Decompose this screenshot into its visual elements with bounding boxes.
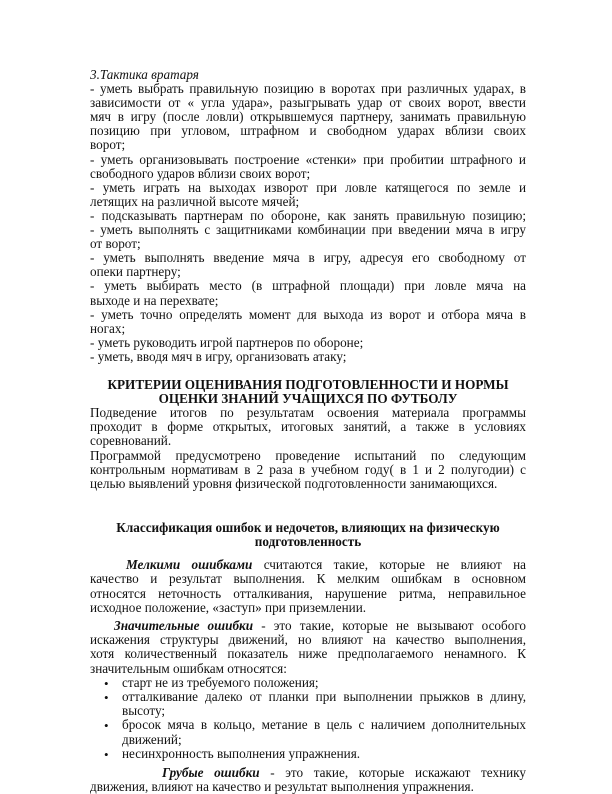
- tactics-line: летящих на различной высоте мячей;: [90, 194, 300, 209]
- significant-errors-line: искажения структуры движений, но влияют на качество выполнения,: [90, 633, 526, 648]
- errors-title-line2: подготовленность: [254, 534, 362, 550]
- list-item: [90, 690, 526, 718]
- gross-errors-line1: Грубые ошибки - это такие, которые искажают технику: [162, 766, 526, 781]
- criteria-title-line1: КРИТЕРИИ ОЦЕНИВАНИЯ ПОДГОТОВЛЕННОСТИ И НОРМЫ: [107, 376, 509, 392]
- tactics-line: свободного ударов вблизи своих ворот;: [90, 166, 311, 181]
- tactics-line: - уметь выполнять введение мяча в игру, адресуя его свободному от: [90, 251, 526, 266]
- minor-errors-line1: Мелкими ошибками считаются такие, которые не влияют на: [126, 558, 526, 573]
- gross-errors-term: Грубые ошибки: [162, 766, 260, 781]
- criteria-text: [90, 406, 526, 491]
- criteria-section: [90, 378, 526, 491]
- tactics-list: [90, 82, 526, 364]
- tactics-heading: 3.Тактика вратаря: [90, 68, 199, 82]
- tactics-line: выходе и на перехвате;: [90, 293, 219, 308]
- tactics-line: - уметь выбирать место (в штрафной площади) при ловле мяча на: [90, 279, 526, 294]
- list-item-text: • старт не из требуемого положения;: [122, 675, 319, 690]
- tactics-line: - уметь точно определять момент для выхода из ворот и отбора мяча в: [90, 307, 526, 322]
- errors-title-line1: Классификация ошибок и недочетов, влияющих на физическую: [116, 520, 500, 536]
- errors-section: [90, 521, 526, 794]
- minor-errors-term: Мелкими ошибками: [126, 558, 253, 573]
- criteria-title-line2: ОЦЕНКИ ЗНАНИЙ УЧАЩИХСЯ ПО ФУТБОЛУ: [158, 390, 458, 406]
- tactics-line: опеки партнеру;: [90, 265, 181, 280]
- list-item-text: • бросок мяча в кольцо, метание в цель с наличием дополнительных: [122, 718, 526, 733]
- significant-errors-term: Значительные ошибки: [114, 619, 254, 633]
- tactics-line: позицию при угловом, штрафном и свободном ударах вблизи своих: [90, 124, 526, 139]
- tactics-line: - уметь, вводя мяч в игру, организовать атаку;: [90, 349, 347, 364]
- minor-errors-paragraph: [90, 558, 526, 615]
- tactics-section: [90, 68, 526, 364]
- list-item-text: • отталкивание далеко от планки при выполнении прыжков в длину,: [122, 690, 526, 705]
- gross-errors-line2: движения, влияют на качество и результат выполнения упражнения.: [90, 780, 474, 794]
- document-page: [90, 68, 526, 794]
- tactics-line: ногах;: [90, 321, 126, 336]
- minor-errors-line: исходное положение, «заступ» при приземлении.: [90, 600, 367, 615]
- tactics-line: от ворот;: [90, 237, 141, 252]
- criteria-line: контрольным нормативам в 2 раза в учебном году( в 1 и 2 полугодии) с: [90, 462, 526, 477]
- tactics-line: - уметь руководить игрой партнеров по обороне;: [90, 335, 364, 350]
- significant-errors-line: значительным ошибкам относятся:: [90, 661, 287, 676]
- list-item-text: • несинхронность выполнения упражнения.: [122, 746, 361, 761]
- significant-errors-line: хотя количественный показатель ниже предполагаемого ненамного. К: [90, 647, 526, 662]
- criteria-line: проходит в форме открытых, итоговых занятий, а также в условиях: [90, 420, 526, 435]
- tactics-line: мяч в игру (после ловли) открывшемуся партнеру, занимать правильную: [90, 110, 526, 125]
- list-item: [90, 747, 526, 761]
- minor-errors-line: относятся неточность отталкивания, нарушение ритма, неправильное: [90, 586, 526, 601]
- list-item: [90, 718, 526, 746]
- tactics-line: - уметь организовывать построение «стенки» при пробитии штрафного и: [90, 152, 526, 167]
- minor-errors-line: качество и результат выполнения. К мелким ошибкам в основном: [90, 572, 526, 587]
- list-item: [90, 676, 526, 690]
- tactics-line: - уметь выполнять с защитниками комбинации при введении мяча в игру: [90, 223, 526, 238]
- list-item-text: движений;: [122, 732, 182, 747]
- tactics-line: - подсказывать партнерам по обороне, как занять правильную позицию;: [90, 208, 526, 223]
- significant-errors-list: [90, 676, 526, 761]
- tactics-line: - уметь выбрать правильную позицию в воротах при различных ударах, в: [90, 82, 526, 97]
- criteria-line: соревнований.: [90, 434, 172, 449]
- list-item-text: высоту;: [122, 704, 166, 719]
- criteria-line: Программой предусмотрено проведение испытаний по следующим: [90, 448, 526, 463]
- criteria-line: Подведение итогов по результатам освоения материала программы: [90, 405, 526, 420]
- tactics-line: зависимости от « угла удара», разыгрывать удар от своих ворот, ввести: [90, 96, 526, 111]
- criteria-line: целью выявлений уровня физической подготовленности занимающихся.: [90, 476, 498, 491]
- tactics-line: ворот;: [90, 138, 126, 153]
- significant-errors-line1: Значительные ошибки - это такие, которые не вызывают особого: [114, 619, 526, 633]
- gross-errors-paragraph: [90, 766, 526, 794]
- significant-errors-paragraph: [90, 619, 526, 761]
- tactics-line: - уметь играть на выходах изворот при ловле катящегося по земле и: [90, 180, 526, 195]
